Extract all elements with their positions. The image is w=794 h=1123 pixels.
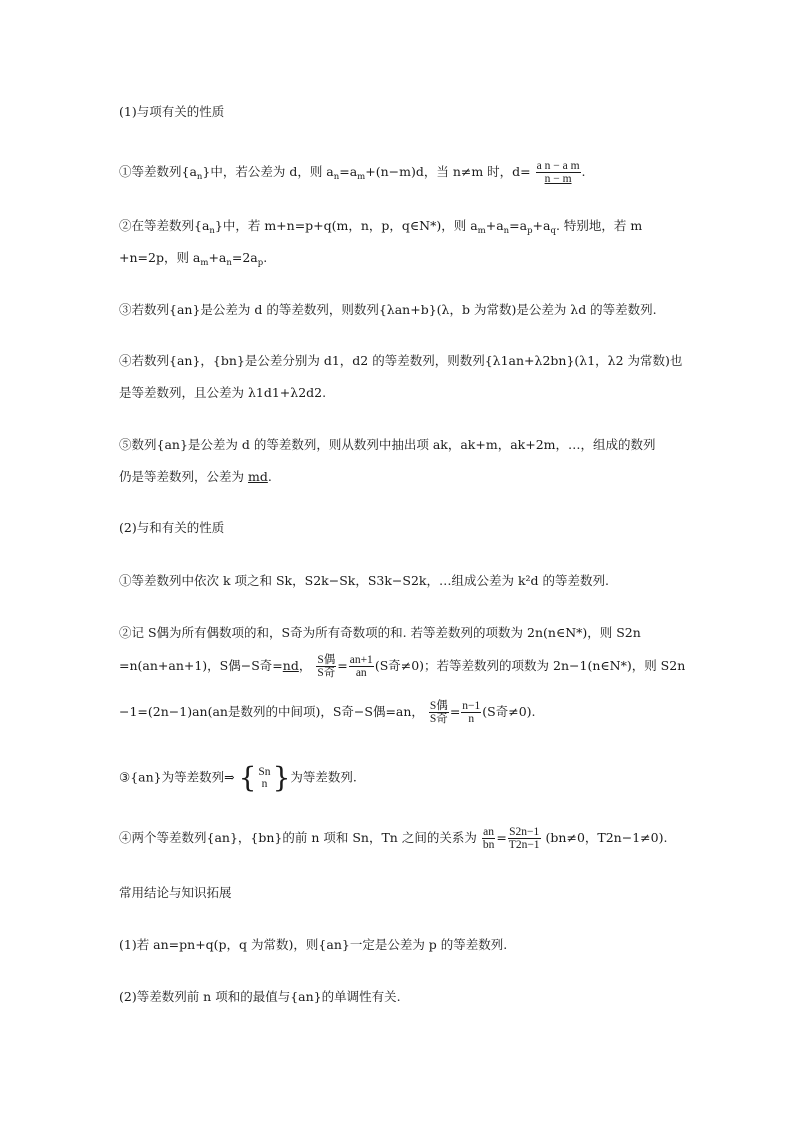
text: +a <box>208 250 227 265</box>
text: +a <box>532 218 551 233</box>
property-4-line1: ④若数列{an}，{bn}是公差分别为 d1，d2 的等差数列，则数列{λ1an+λ2bn}(λ1，λ2 为常数)也 <box>119 353 683 368</box>
fraction-ratio <box>349 654 374 679</box>
fraction-denominator: T2n−1 <box>508 839 540 851</box>
fraction-n-ratio <box>461 700 481 725</box>
fraction-denominator: n <box>468 713 475 725</box>
property-3: ③若数列{an}是公差为 d 的等差数列，则数列{λan+b}(λ，b 为常数)是公差为 λd 的等差数列. <box>119 302 657 317</box>
text: −1=(2n−1)an(an是数列的中间项)，S奇−S偶=an， <box>119 704 424 719</box>
text: . <box>263 250 268 265</box>
property-5-line1: ⑤数列{an}是公差为 d 的等差数列，则从数列中抽出项 ak，ak+m，ak+2m，…，组成的数列 <box>119 437 656 452</box>
fraction-denominator: n <box>261 778 268 790</box>
text: (S奇≠0). <box>482 704 536 719</box>
text: =2a <box>231 250 258 265</box>
text: ④两个等差数列{an}，{bn}的前 n 项和 Sn，Tn 之间的关系为 <box>119 830 477 845</box>
text: }中，若 m+n=p+q(m，n，p，q∈N*)，则 a <box>214 218 478 233</box>
fraction-numerator: S偶 <box>317 654 336 666</box>
left-brace-icon: { <box>238 761 257 794</box>
property-2-line1: ②在等差数列$\{a_n\}$中，若 m+n=p+q(m，n，p，q∈N*)，则 $a_m+a_n=a_p+a_q$. 特别地，若 m <box>119 218 643 236</box>
fraction-numerator: an <box>483 826 494 838</box>
property-4-line2: 是等差数列，且公差为 λ1d1+λ2d2. <box>119 385 327 400</box>
fraction-numerator: an+1 <box>349 654 373 666</box>
fraction-denominator: bn <box>482 839 495 851</box>
fraction-denominator: S奇 <box>429 713 448 725</box>
fraction-numerator: S2n−1 <box>509 826 540 838</box>
underlined-answer: md <box>247 469 268 484</box>
text: 为等差数列. <box>290 769 357 785</box>
right-brace-icon: } <box>272 761 291 794</box>
text: ③{an}为等差数列⇒ <box>119 769 235 785</box>
sum-property-2-line2: =n(an+an+1)，S偶−S奇=nd， $\frac{\text{S偶}}{\text{S奇}}$ = $\frac{an+1}{an}$ (S奇≠0)；若等差数列的项数为 2n−1(n∈N*)，则 S2n <box>119 654 686 679</box>
text: = <box>496 830 507 845</box>
text: +(n−m)d，当 n≠m 时，d= <box>365 164 531 179</box>
fraction-numerator: n−1 <box>462 700 481 712</box>
sum-property-2-line3: −1=(2n−1)an(an是数列的中间项)，S奇−S偶=an， $\frac{\text{S偶}}{\text{S奇}}$ = $\frac{n-1}{n}$ (S奇≠0). <box>119 700 536 725</box>
sum-property-2-line1: ②记 S偶为所有偶数项的和，S奇为所有奇数项的和. 若等差数列的项数为 2n(n∈N*)，则 S2n <box>119 625 641 640</box>
sum-property-1: ①等差数列中依次 k 项之和 Sk，S2k−Sk，S3k−S2k，…组成公差为 k²d 的等差数列. <box>119 573 609 588</box>
fraction-denominator: S奇 <box>317 667 336 679</box>
fraction-denominator: an <box>355 667 367 679</box>
text: =n(an+an+1)，S偶−S奇= <box>119 658 283 673</box>
fraction-numerator: S偶 <box>429 700 448 712</box>
text: }中，若公差为 d，则 a <box>202 164 334 179</box>
text: =a <box>509 218 528 233</box>
fraction-sn-n <box>257 766 271 790</box>
text: (bn≠0，T2n−1≠0). <box>541 830 668 845</box>
text: ①等差数列{a <box>119 164 197 179</box>
fraction-a-b <box>482 826 496 851</box>
property-1: ①等差数列$\{a_n\}$中，若公差为 d，则 $a_n=a_m+(n-m)d$，当 n≠m 时，d= $\frac{\text{a n − a m}}{n - m}$ . <box>119 160 586 185</box>
underlined-answer: nd <box>282 658 299 673</box>
fraction-even-odd-2 <box>429 700 449 725</box>
section-title-conclusions: 常用结论与知识拓展 <box>119 885 232 900</box>
text: +a <box>485 218 504 233</box>
sum-property-4 <box>119 826 667 851</box>
fraction-s-t <box>508 826 541 851</box>
fraction-denominator: n − m <box>544 173 572 185</box>
fraction-d <box>536 160 581 185</box>
conclusion-2: (2)等差数列前 n 项和的最值与{an}的单调性有关. <box>119 989 401 1004</box>
text: ②在等差数列{a <box>119 218 210 233</box>
text: 仍是等差数列，公差为 <box>119 469 248 484</box>
property-2-line2: +n=2p，则 $a_m+a_n=2a_p$. <box>119 250 268 268</box>
property-5-line2 <box>119 469 272 485</box>
text: . <box>267 469 272 484</box>
fraction-even-odd <box>316 654 336 679</box>
text: +n=2p，则 a <box>119 250 201 265</box>
text: . 特别地，若 m <box>555 218 643 233</box>
conclusion-1: (1)若 an=pn+q(p，q 为常数)，则{an}一定是公差为 p 的等差数列. <box>119 937 508 952</box>
fraction-numerator: Sn <box>258 766 271 778</box>
text: ， <box>298 658 312 673</box>
sum-property-3 <box>119 761 357 794</box>
text: (S奇≠0)；若等差数列的项数为 2n−1(n∈N*)，则 S2n <box>374 658 686 673</box>
section-title-sums: (2)与和有关的性质 <box>119 520 225 535</box>
section-title-terms: (1)与项有关的性质 <box>119 104 225 119</box>
text: . <box>581 164 586 179</box>
fraction-numerator: a n − a m <box>536 160 580 172</box>
text: =a <box>339 164 358 179</box>
